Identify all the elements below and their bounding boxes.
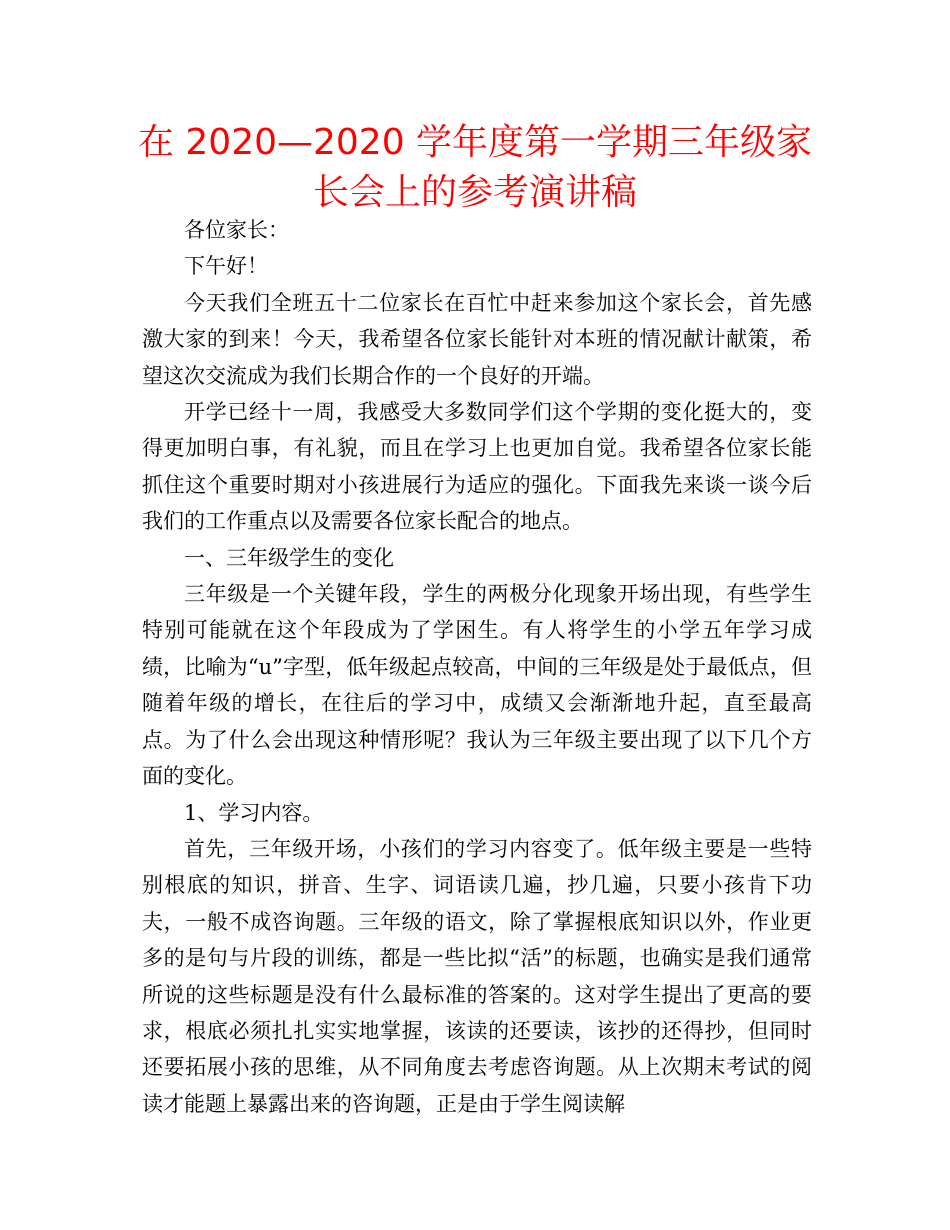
- paragraph: 开学已经十一周，我感受大多数同学们这个学期的变化挺大的，变得更加明白事，有礼貌，而且在学习上也更加自觉。我希望各位家长能抓住这个重要时期对小孩进展行为适应的强化。下面我先来谈一谈今后我们的工作重点以及需要各位家长配合的地点。: [142, 400, 812, 534]
- document-title: [120, 118, 830, 218]
- greeting: 下午好！: [184, 254, 268, 279]
- document-body: [142, 212, 812, 1122]
- subsection-heading: 1、学习内容。: [184, 800, 324, 825]
- title-line-2: 长会上的参考演讲稿: [312, 172, 637, 213]
- paragraph: 今天我们全班五十二位家长在百忙中赶来参加这个家长会，首先感激大家的到来！今天，我希望各位家长能针对本班的情况献计献策，希望这次交流成为我们长期合作的一个良好的开端。: [142, 290, 812, 388]
- title-line-1: 在 2020—2020 学年度第一学期三年级家: [137, 122, 813, 163]
- paragraph: 首先，三年级开场，小孩们的学习内容变了。低年级主要是一些特别根底的知识，拼音、生字、词语读几遍，抄几遍，只要小孩肯下功夫，一般不成咨询题。三年级的语文，除了掌握根底知识以外，作业更多的是句与片段的训练，都是一些比拟“活”的标题，也确实是我们通常所说的这些标题是没有什么最标准的答案的。这对学生提出了更高的要求，根底必须扎扎实实地掌握，该读的还要读，该抄的还得抄，但同时还要拓展小孩的思维，从不同角度去考虑咨询题。从上次期末考试的阅读才能题上暴露出来的咨询题，正是由于学生阅读解: [142, 836, 812, 1116]
- salutation: 各位家长：: [184, 218, 289, 242]
- section-heading: 一、三年级学生的变化: [184, 545, 394, 570]
- paragraph: 三年级是一个关键年段，学生的两极分化现象开场出现，有些学生特别可能就在这个年段成为了学困生。有人将学生的小学五年学习成绩，比喻为“u”字型，低年级起点较高，中间的三年级是处于最低点，但随着年级的增长，在往后的学习中，成绩又会渐渐地升起，直至最高点。为了什么会出现这种情形呢？我认为三年级主要出现了以下几个方面的变化。: [142, 582, 812, 789]
